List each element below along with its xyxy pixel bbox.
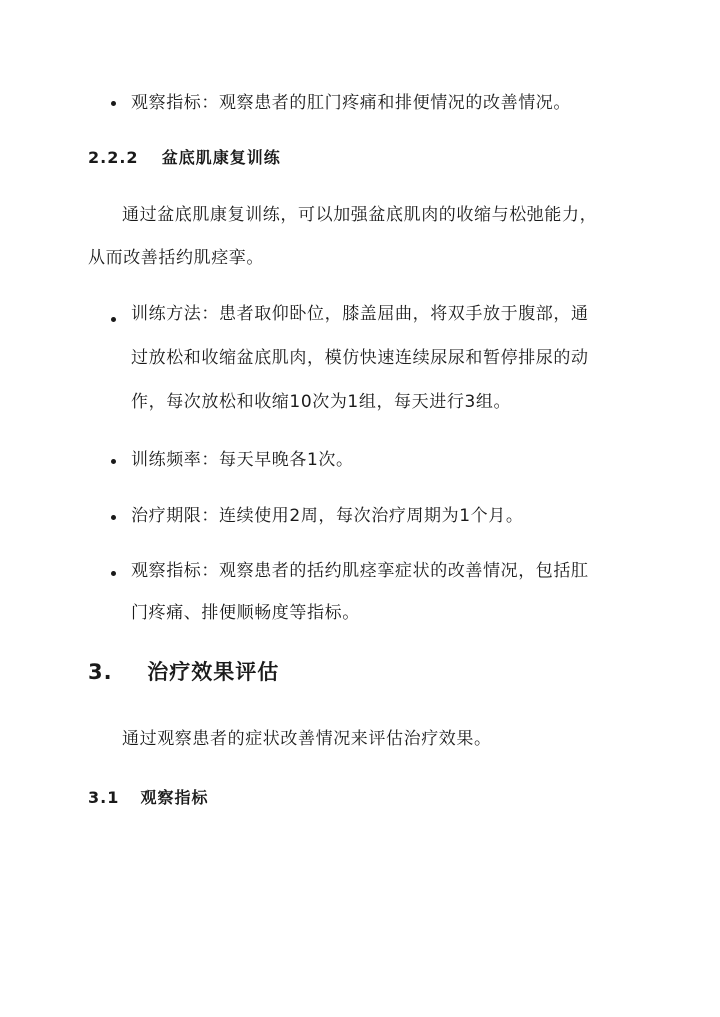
bullet-text: 门疼痛、排便顺畅度等指标。 bbox=[131, 603, 360, 623]
bullet-dot bbox=[111, 571, 116, 576]
bullet-text: 治疗期限：连续使用2周，每次治疗周期为1个月。 bbox=[131, 506, 524, 526]
section-number: 2.2.2 bbox=[88, 148, 139, 167]
section-title: 观察指标 bbox=[140, 788, 209, 807]
section-heading-3-1 bbox=[88, 786, 209, 810]
section-title: 治疗效果评估 bbox=[147, 660, 280, 684]
bullet-text: 训练频率：每天早晚各1次。 bbox=[131, 450, 354, 470]
section-number: 3.1 bbox=[88, 788, 120, 807]
bullet-dot bbox=[111, 515, 116, 520]
bullet-text: 观察指标：观察患者的肛门疼痛和排便情况的改善情况。 bbox=[131, 93, 571, 113]
paragraph-line: 从而改善括约肌痉挛。 bbox=[88, 248, 264, 268]
paragraph-line: 通过观察患者的症状改善情况来评估治疗效果。 bbox=[122, 729, 492, 749]
section-heading-3 bbox=[88, 658, 279, 686]
bullet-text: 训练方法：患者取仰卧位，膝盖屈曲，将双手放于腹部，通 bbox=[131, 304, 589, 324]
paragraph-line: 通过盆底肌康复训练，可以加强盆底肌肉的收缩与松弛能力， bbox=[122, 205, 598, 225]
bullet-text: 过放松和收缩盆底肌肉，模仿快速连续尿尿和暂停排尿的动 bbox=[131, 348, 589, 368]
section-heading-2-2-2 bbox=[88, 146, 281, 170]
bullet-dot bbox=[111, 317, 116, 322]
section-title: 盆底肌康复训练 bbox=[161, 148, 281, 167]
bullet-dot bbox=[111, 459, 116, 464]
section-number: 3. bbox=[88, 660, 113, 684]
bullet-text: 观察指标：观察患者的括约肌痉挛症状的改善情况，包括肛 bbox=[131, 561, 589, 581]
bullet-dot bbox=[111, 101, 116, 106]
bullet-text: 作，每次放松和收缩10次为1组，每天进行3组。 bbox=[131, 392, 512, 412]
